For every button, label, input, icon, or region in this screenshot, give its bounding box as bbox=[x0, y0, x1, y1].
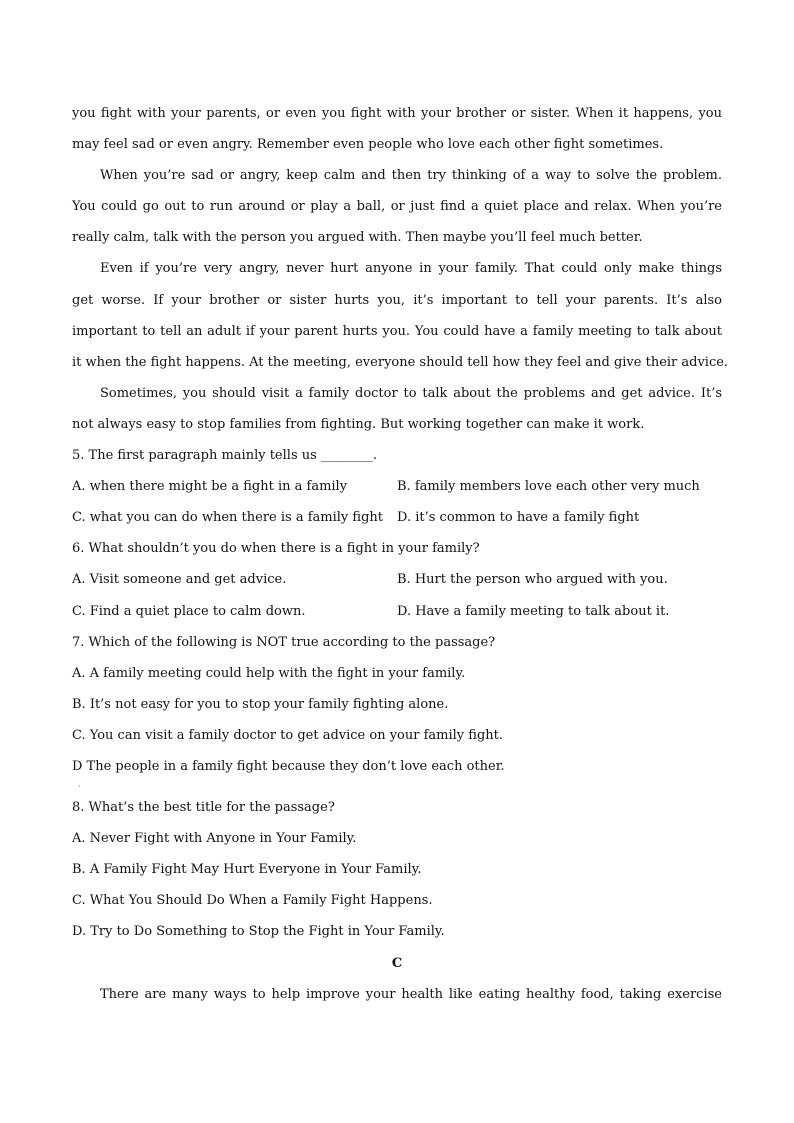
question-stem: 8. What’s the best title for the passage? bbox=[72, 800, 335, 816]
question-stem: 7. Which of the following is NOT true according to the passage? bbox=[72, 634, 496, 650]
question-stem: 5. The first paragraph mainly tells us ________. bbox=[72, 448, 378, 464]
text-line: Sometimes, you should visit a family doctor to talk about the problems and get advice. It’s bbox=[100, 385, 722, 401]
text-line: it when the fight happens. At the meeting, everyone should tell how they feel and give their advice. bbox=[72, 354, 729, 370]
option-b: B. It’s not easy for you to stop your family fighting alone. bbox=[72, 696, 449, 712]
paragraph-4 bbox=[72, 378, 722, 440]
question-8 bbox=[72, 792, 722, 947]
option-row bbox=[72, 502, 722, 533]
paragraph-3 bbox=[72, 253, 729, 377]
option-a: A. when there might be a fight in a family bbox=[72, 479, 348, 495]
option-b: B. A Family Fight May Hurt Everyone in Your Family. bbox=[72, 862, 422, 878]
option-row bbox=[72, 596, 722, 627]
section-heading: C bbox=[391, 955, 403, 971]
option-row bbox=[72, 471, 722, 502]
text-line: you fight with your parents, or even you fight with your brother or sister. When it happens, you bbox=[72, 106, 722, 121]
option-c: C. Find a quiet place to calm down. bbox=[72, 603, 306, 619]
option-row bbox=[72, 564, 722, 595]
stray-mark: · bbox=[78, 782, 81, 792]
text-line: really calm, talk with the person you argued with. Then maybe you’ll feel much better. bbox=[72, 230, 643, 246]
option-a: A. A family meeting could help with the fight in your family. bbox=[72, 665, 466, 681]
option-a: A. Never Fight with Anyone in Your Family. bbox=[72, 831, 357, 847]
text-line: get worse. If your brother or sister hurts you, it’s important to tell your parents. It’s also bbox=[72, 292, 722, 308]
text-line: There are many ways to help improve your health like eating healthy food, taking exercise bbox=[100, 986, 722, 1002]
text-line: Even if you’re very angry, never hurt anyone in your family. That could only make things bbox=[100, 261, 722, 277]
text-line: may feel sad or even angry. Remember even people who love each other fight sometimes. bbox=[72, 137, 664, 153]
option-c: C. You can visit a family doctor to get advice on your family fight. bbox=[72, 727, 504, 743]
option-d: D. it’s common to have a family fight bbox=[397, 510, 640, 526]
option-d: D The people in a family fight because they don’t love each other. bbox=[72, 758, 505, 774]
option-d: D. Try to Do Something to Stop the Fight in Your Family. bbox=[72, 924, 445, 940]
option-c: C. What You Should Do When a Family Fight Happens. bbox=[72, 893, 433, 909]
option-b: B. Hurt the person who argued with you. bbox=[397, 572, 668, 588]
option-a: A. Visit someone and get advice. bbox=[72, 572, 287, 588]
text-line: You could go out to run around or play a ball, or just find a quiet place and relax. When you’re bbox=[72, 199, 722, 215]
option-b: B. family members love each other very much bbox=[397, 479, 700, 495]
text-line: When you’re sad or angry, keep calm and then try thinking of a way to solve the problem. bbox=[100, 168, 722, 184]
option-d: D. Have a family meeting to talk about it. bbox=[397, 603, 670, 619]
paragraph-1 bbox=[72, 98, 722, 160]
text-line: not always easy to stop families from fighting. But working together can make it work. bbox=[72, 416, 645, 432]
question-5 bbox=[72, 440, 722, 533]
question-6 bbox=[72, 533, 722, 626]
document-page bbox=[72, 98, 729, 1010]
question-stem: 6. What shouldn’t you do when there is a fight in your family? bbox=[72, 541, 480, 557]
option-c: C. what you can do when there is a family fight bbox=[72, 510, 383, 526]
text-line: important to tell an adult if your parent hurts you. You could have a family meeting to talk about bbox=[72, 323, 722, 339]
paragraph-2 bbox=[72, 160, 722, 253]
question-7 bbox=[72, 627, 722, 792]
